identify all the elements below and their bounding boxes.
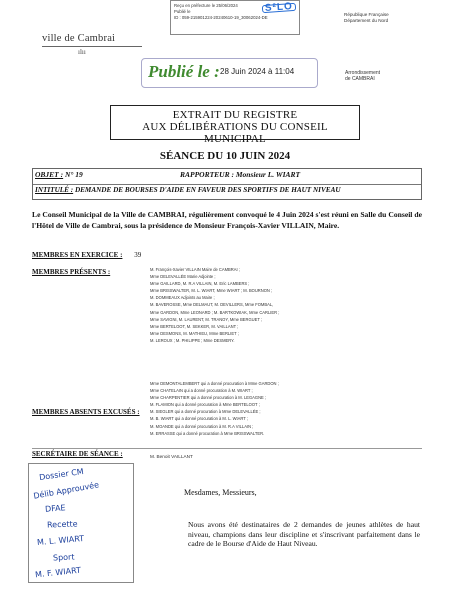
objet-label: OBJET : bbox=[35, 170, 64, 179]
prefecture-line: ID : 059-215901224-20240610-19_30062024-DE bbox=[174, 15, 268, 20]
membres-exercice bbox=[32, 251, 141, 259]
presents-list bbox=[150, 266, 279, 344]
rapporteur-label: RAPPORTEUR : bbox=[180, 170, 234, 179]
intitule-value: DEMANDE DE BOURSES D'AIDE EN FAVEUR DES SPORTIFS DE HAUT NIVEAU bbox=[73, 186, 341, 194]
handwritten-note: Dossier CM bbox=[38, 466, 85, 483]
absent-name: M. B. WIART qui a donné procuration à M. L. WIART ; bbox=[150, 416, 248, 422]
rapporteur-value: Monsieur L. WIART bbox=[233, 170, 301, 179]
prefecture-receipt-box bbox=[170, 0, 300, 35]
present-name: M. BAVEROSSE, Mme DELMAUT, M. DEVILLERS, Mme FOMBAL, bbox=[150, 302, 274, 308]
arrondissement-line: de CAMBRAI bbox=[345, 76, 375, 82]
prefecture-line: Publié le bbox=[174, 9, 191, 14]
present-name: Mme DESMONS, M. MATHIEU, Mme BERLIET ; bbox=[150, 330, 239, 336]
present-name: Mme SAVIGNI, M. LAURENT, M. TRANOY, Mme BERGUET ; bbox=[150, 316, 263, 322]
present-name: M. François-Xavier VILLAIN Maire de CAMBRAI ; bbox=[150, 267, 240, 272]
republique-line: Département du Nord bbox=[344, 18, 389, 23]
seance-title: SÉANCE DU 10 JUIN 2024 bbox=[159, 150, 291, 162]
present-name: M. DOMMEAUX Adjoints au Maire ; bbox=[150, 295, 215, 301]
publie-label: Publié le : bbox=[148, 62, 220, 81]
absent-name: Mme DEMONTALEMBERT qui a donné procuration à Mme GARDON ; bbox=[150, 381, 279, 386]
absent-name: M. FLAMION qui a donné procuration à Mme BERTELOOT ; bbox=[150, 402, 260, 408]
arrondissement-line: Arrondissement bbox=[345, 70, 381, 76]
presents-heading: MEMBRES PRÉSENTS : bbox=[32, 268, 111, 276]
ville-de-cambrai-logo bbox=[42, 33, 142, 65]
s2lo-stamp: S²LO bbox=[262, 3, 296, 13]
logo-name: ville de Cambrai bbox=[42, 33, 116, 44]
intitule bbox=[35, 186, 420, 194]
extrait-title-box bbox=[110, 105, 360, 145]
present-name: Mme BRISSWALTER, M. L. WIART, Mme WIART ; M. BOURNON ; bbox=[150, 288, 273, 294]
intro-paragraph: Le Conseil Municipal de la Ville de CAMBRAI, régulièrement convoqué le 4 Juin 2024 s'est réuni en Salle du Conseil de l'Hôtel de Ville de Cambrai, sous la présidence de Monsieur François-Xavier VILLAIN, Maire. bbox=[32, 210, 422, 230]
republique-line: République Française bbox=[344, 12, 389, 17]
present-name: Mme DELEVALLÉE Marie Adjointe ; bbox=[150, 274, 216, 280]
objet-divider bbox=[33, 184, 421, 185]
section-divider bbox=[32, 448, 422, 449]
rapporteur bbox=[180, 170, 300, 179]
handwritten-note: Délib Approuvée bbox=[32, 480, 100, 501]
body-paragraph: Nous avons été destinataires de 2 demandes de jeunes athlètes de haut niveau, champions dans leur discipline et s'inscrivant parfaitement dans le cadre de le Bourse d'Aide de Haut Niveau. bbox=[188, 520, 420, 548]
handwritten-annotation-box bbox=[28, 463, 134, 583]
present-name: Mme BERTELOOT, M. SEKKER, M. VAILLANT ; bbox=[150, 323, 239, 329]
handwritten-note: DFAE bbox=[44, 503, 66, 514]
handwritten-note: Sport bbox=[52, 552, 75, 563]
absents-heading: MEMBRES ABSENTS EXCUSÉS : bbox=[32, 408, 140, 416]
absent-name: M. ERRASSE qui a donné procuration à Mme BRISSWALTER. bbox=[150, 430, 265, 436]
arrondissement-block bbox=[345, 70, 380, 82]
absent-name: Mme CHATELAIN qui a donné procuration à M. WIART ; bbox=[150, 388, 253, 394]
logo-underline bbox=[42, 46, 142, 47]
present-name: Mme GARDON, Mme LEONARD ; M. BARTKOWIAK, Mme CARLIER ; bbox=[150, 309, 280, 315]
republique-block bbox=[344, 12, 389, 24]
objet bbox=[35, 170, 83, 179]
present-name: M. LEROUX ; M. PHILIPPE ; Mme DESMERY. bbox=[150, 337, 235, 343]
intitule-label: INTITULÉ : bbox=[35, 186, 74, 194]
prefecture-line: Reçu en préfecture le 25/06/2024 bbox=[174, 3, 238, 8]
logo-towers-mark: ılıı bbox=[78, 48, 86, 56]
publication-date: 28 Juin 2024 à 11:04 bbox=[220, 67, 295, 76]
handwritten-note: M. L. WIART bbox=[36, 533, 85, 548]
absents-list bbox=[150, 380, 279, 437]
extrait-line2: AUX DÉLIBÉRATIONS DU CONSEIL MUNICIPAL bbox=[142, 121, 328, 145]
absent-name: M. MOANDE qui a donné procuration à M. R.A VILLAIN ; bbox=[150, 423, 254, 429]
objet-value: N° 19 bbox=[63, 170, 83, 179]
absent-name: Mme CHARPENTIER qui a donné procuration à M. LEGAGNE ; bbox=[150, 395, 267, 401]
salutation: Mesdames, Messieurs, bbox=[184, 488, 257, 497]
absent-name: M. SIEGLER qui a donné procuration à Mme DELEVALLÉE ; bbox=[150, 409, 261, 415]
handwritten-note: M. F. WIART bbox=[34, 565, 82, 580]
secretaire-name: M. Benoit VAILLANT bbox=[150, 454, 193, 459]
membres-exercice-value: 39 bbox=[134, 251, 142, 259]
secretaire-heading: SECRÉTAIRE DE SÉANCE : bbox=[32, 450, 123, 458]
membres-exercice-label: MEMBRES EN EXERCICE : bbox=[32, 251, 123, 259]
handwritten-note: Recette bbox=[46, 519, 78, 530]
present-name: Mme GAILLARD, M. R.A VILLAIN, M. Eric LAMBERS ; bbox=[150, 281, 250, 287]
extrait-line1: EXTRAIT DU REGISTRE bbox=[172, 109, 298, 121]
